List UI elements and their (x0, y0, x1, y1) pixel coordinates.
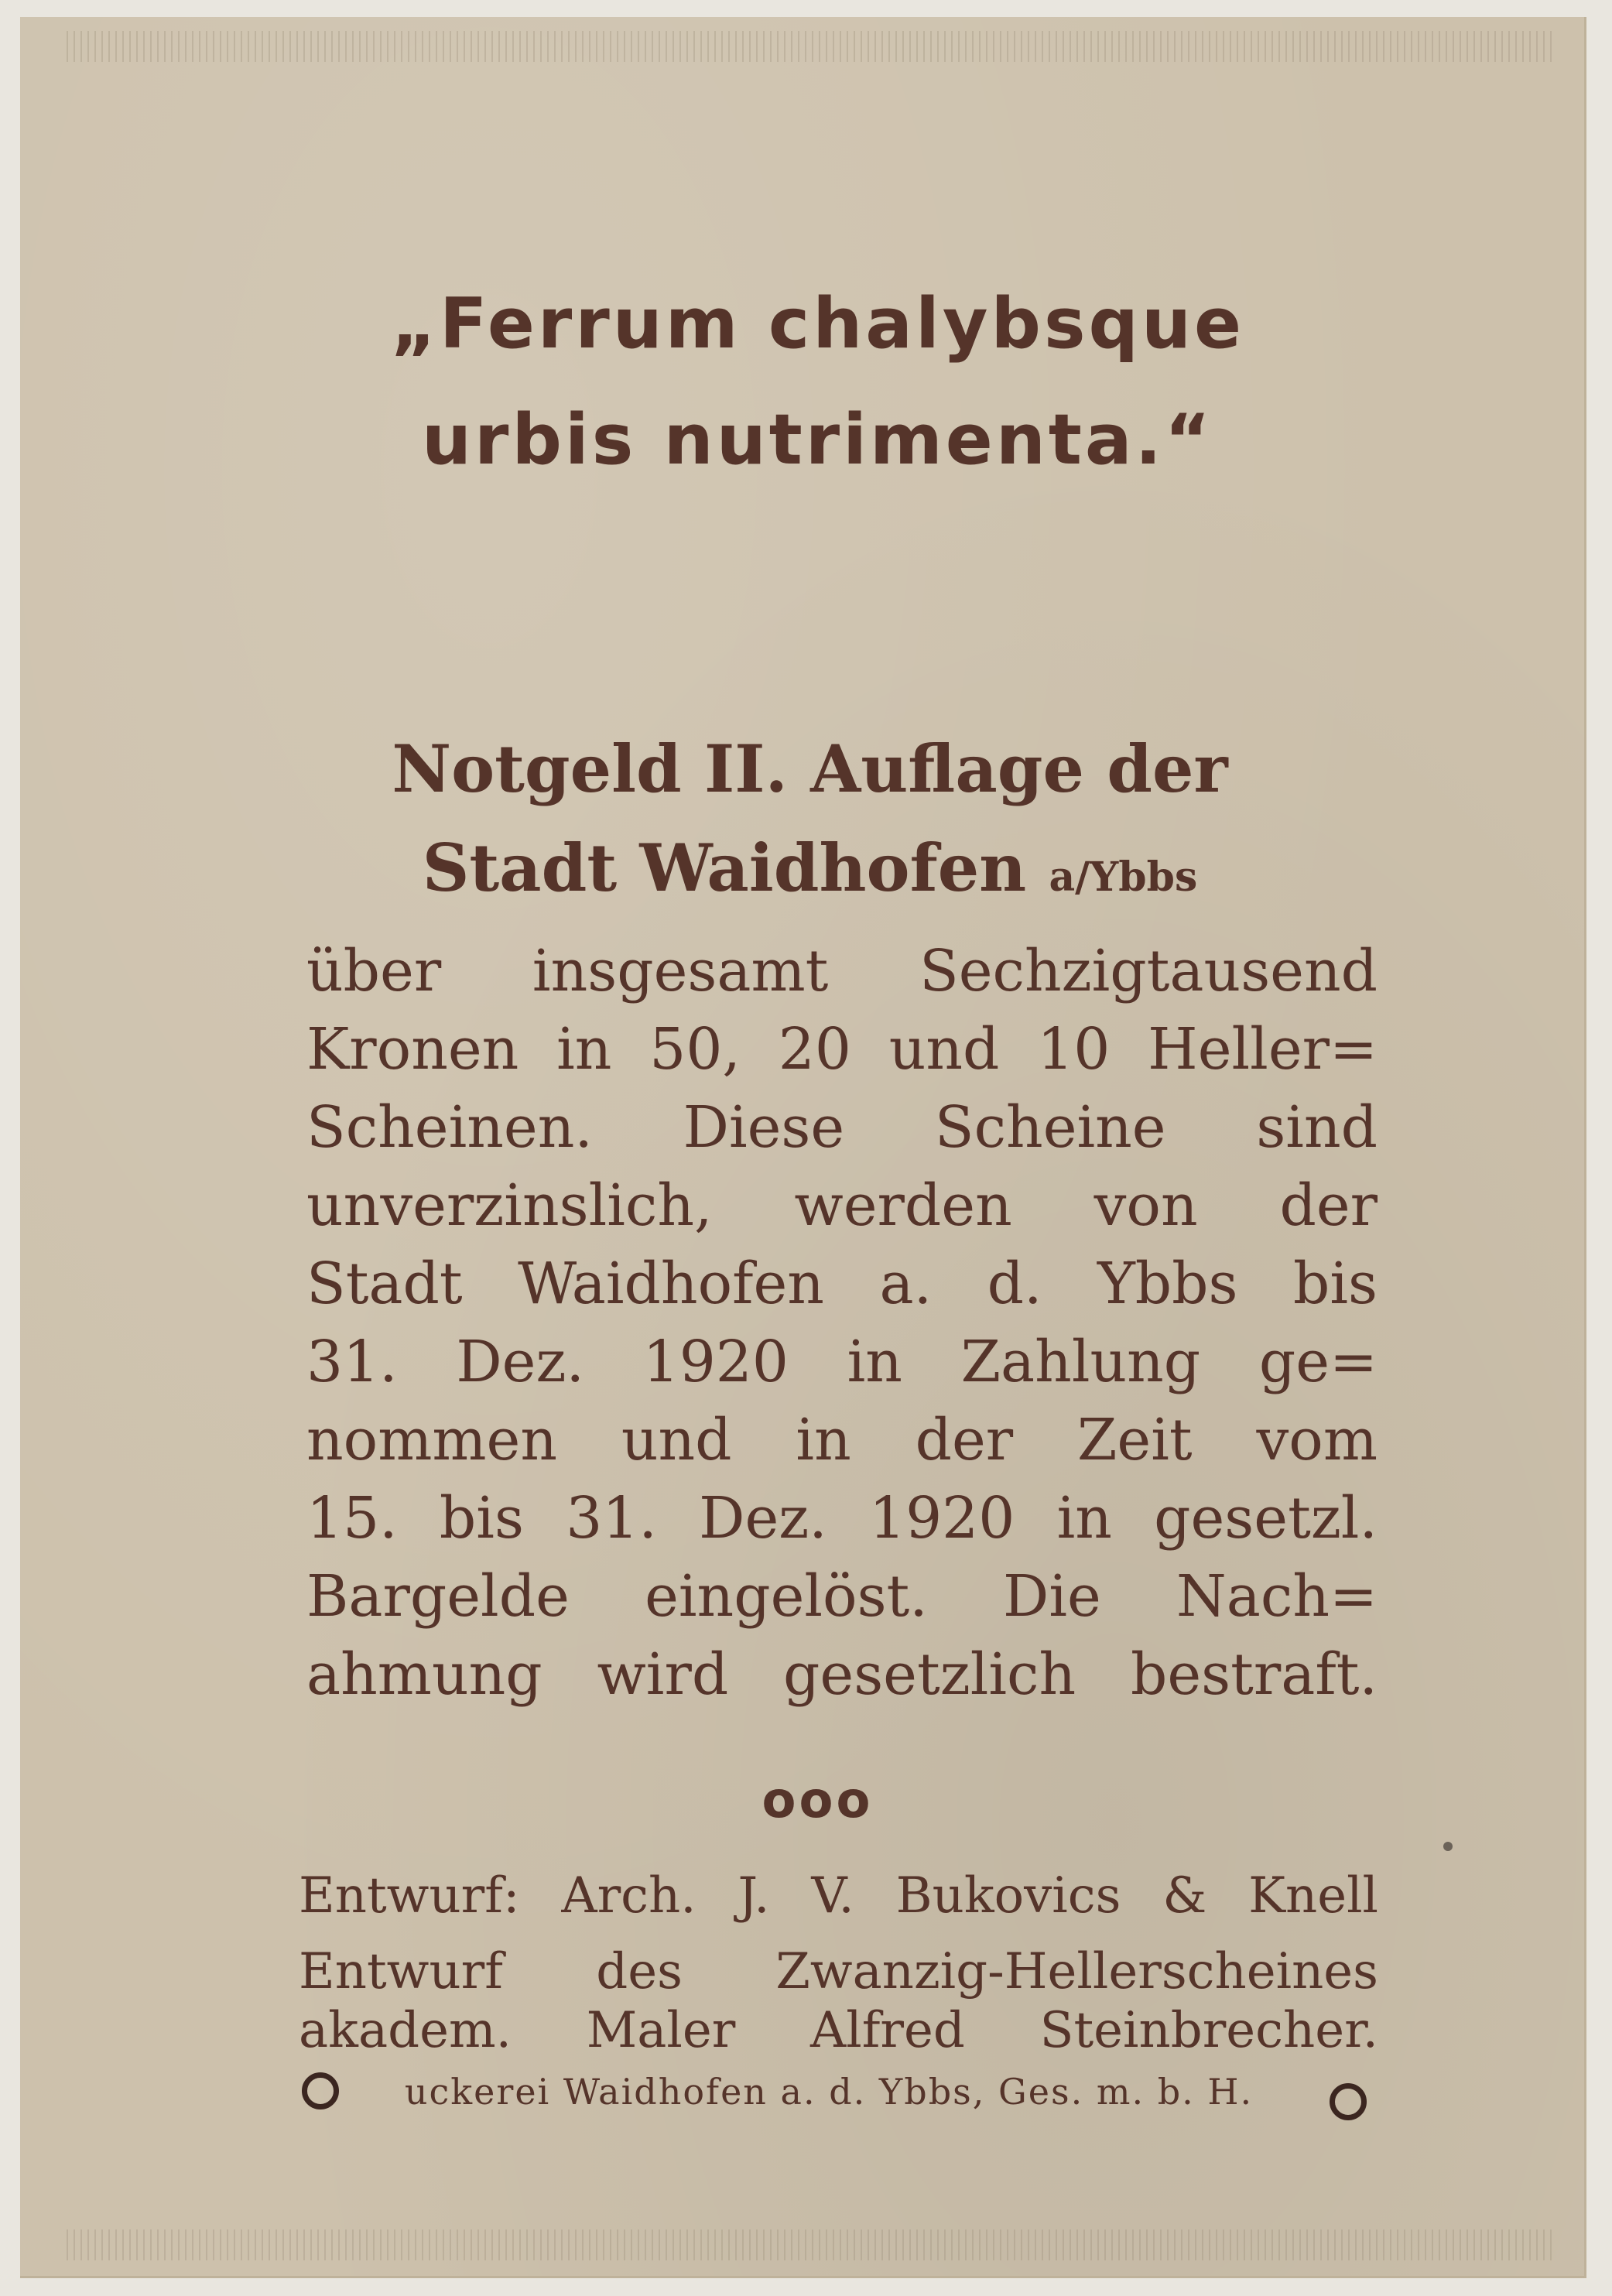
heading-town: Stadt Waidhofen (422, 830, 1027, 906)
ring-ornament-left (302, 2072, 339, 2110)
credit-line-2: Entwurf des Zwanzig-Hellerscheines (299, 1943, 1378, 2000)
motto-line-1: „Ferrum chalybsque (390, 283, 1245, 364)
motto-line-2: urbis nutrimenta.“ (421, 399, 1214, 481)
bottom-border-pattern (67, 2229, 1553, 2260)
printer-imprint (299, 2068, 1367, 2122)
ring-ornament-right (1330, 2083, 1367, 2120)
separator-dots: ooo (762, 1772, 874, 1829)
body-line-2: Kronen in 50, 20 und 10 Heller= (306, 1016, 1378, 1083)
body-line-9: Bargelde eingelöst. Die Nach= (306, 1563, 1378, 1630)
body-line-4: unverzinslich, werden von der (306, 1172, 1378, 1239)
body-line-3: Scheinen. Diese Scheine sind (306, 1094, 1378, 1161)
body-line-1: über insgesamt Sechzigtausend (306, 938, 1378, 1004)
body-line-7: nommen und in der Zeit vom (306, 1407, 1378, 1473)
heading-line-2 (20, 830, 1584, 906)
heading-river: a/Ybbs (1049, 854, 1198, 901)
body-line-5: Stadt Waidhofen a. d. Ybbs bis (306, 1251, 1378, 1317)
body-line-6: 31. Dez. 1920 in Zahlung ge= (306, 1329, 1378, 1395)
body-line-8: 15. bis 31. Dez. 1920 in gesetzl. (306, 1485, 1378, 1552)
credit-line-3: akadem. Maler Alfred Steinbrecher. (299, 2002, 1378, 2059)
heading-line-1: Notgeld II. Auflage der (392, 731, 1228, 807)
banknote-reverse (20, 17, 1586, 2278)
paper-speck (1443, 1842, 1453, 1851)
body-line-10: ahmung wird gesetzlich bestraft. (306, 1641, 1378, 1708)
credit-line-1: Entwurf: Arch. J. V. Bukovics & Knell (299, 1867, 1378, 1925)
printer-text: uckerei Waidhofen a. d. Ybbs, Ges. m. b. H. (404, 2071, 1254, 2113)
top-border-pattern (67, 31, 1553, 62)
